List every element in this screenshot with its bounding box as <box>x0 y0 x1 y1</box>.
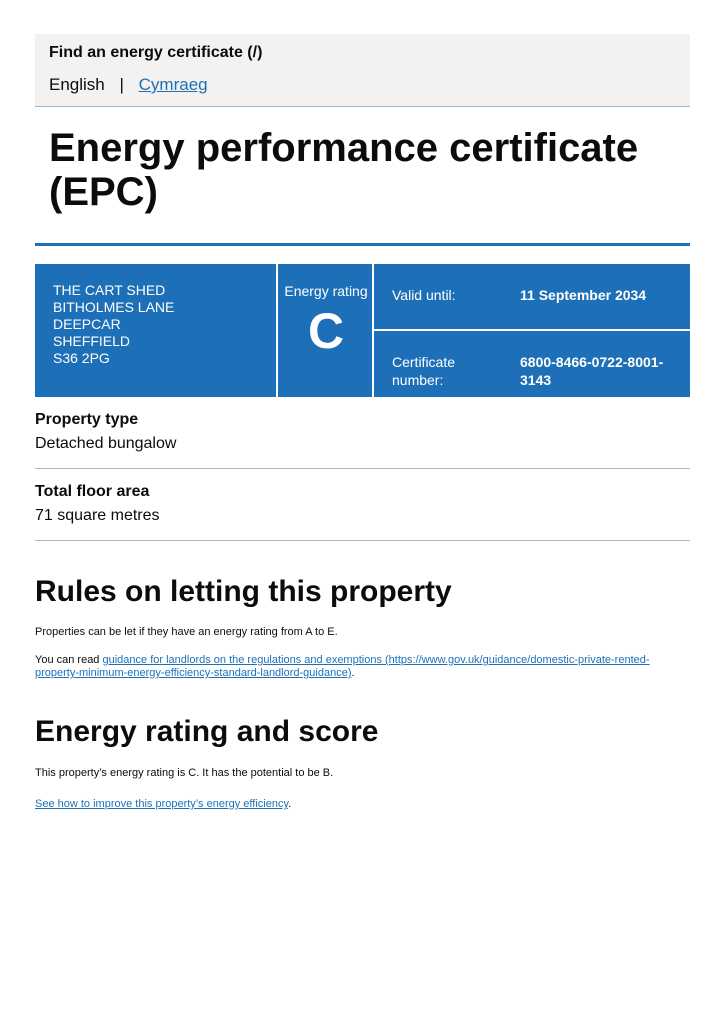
page-title: Energy performance certificate (EPC) <box>49 126 639 214</box>
property-address <box>53 282 174 367</box>
property-type-label: Property type <box>35 411 139 428</box>
certificate-number-value <box>520 353 680 389</box>
valid-until-value: 11 September 2034 <box>520 287 647 303</box>
title-divider <box>35 243 690 246</box>
certificate-number-label-line: number: <box>392 372 444 388</box>
valid-until-label: Valid until: <box>392 287 456 303</box>
certificate-number-line: 3143 <box>520 372 552 388</box>
energy-rating-heading: Energy rating and score <box>35 715 379 748</box>
improve-efficiency-paragraph <box>35 798 685 811</box>
address-line: BITHOLMES LANE <box>53 299 175 315</box>
language-switcher <box>49 75 208 95</box>
certificate-number-label-line: Certificate <box>392 354 456 370</box>
improve-efficiency-suffix: . <box>288 798 292 810</box>
improve-efficiency-link[interactable]: See how to improve this property’s energy efficiency <box>35 798 289 810</box>
certificate-number-label <box>392 353 455 389</box>
floor-area-row <box>35 483 690 541</box>
certificate-summary-box <box>35 264 690 397</box>
floor-area-value: 71 square metres <box>35 507 160 524</box>
language-current: English <box>49 75 105 94</box>
property-type-value: Detached bungalow <box>35 435 177 452</box>
language-welsh-link[interactable]: Cymraeg <box>138 75 208 94</box>
address-line: S36 2PG <box>53 350 110 366</box>
service-name-suffix: (/) <box>247 44 263 61</box>
address-line: THE CART SHED <box>53 282 166 298</box>
service-header <box>35 34 690 107</box>
landlord-guidance-link[interactable]: guidance for landlords on the regulations and exemptions (https://www.gov.uk/guidance/domestic-private-rented-property-minimum-energy-efficiency-standard-landlord-guidance) <box>35 654 650 679</box>
letting-guidance-suffix: . <box>351 667 355 679</box>
address-line: SHEFFIELD <box>53 333 131 349</box>
service-name: Find an energy certificate <box>49 44 243 61</box>
letting-guidance-prefix: You can read <box>35 654 103 666</box>
property-type-row <box>35 411 690 469</box>
letting-paragraph: Properties can be let if they have an energy rating from A to E. <box>35 626 338 638</box>
address-line: DEEPCAR <box>53 316 121 332</box>
certificate-number-line: 6800-8466-0722-8001- <box>520 354 664 370</box>
energy-rating-paragraph: This property’s energy rating is C. It has the potential to be B. <box>35 767 334 779</box>
service-name-link[interactable] <box>49 44 262 62</box>
energy-rating-label: Energy rating <box>284 283 368 299</box>
energy-rating <box>278 264 374 397</box>
energy-rating-letter: C <box>307 303 345 359</box>
letting-heading: Rules on letting this property <box>35 575 452 608</box>
language-separator: | <box>119 75 124 94</box>
info-divider <box>374 329 690 331</box>
floor-area-label: Total floor area <box>35 483 150 500</box>
letting-guidance-paragraph <box>35 654 685 680</box>
